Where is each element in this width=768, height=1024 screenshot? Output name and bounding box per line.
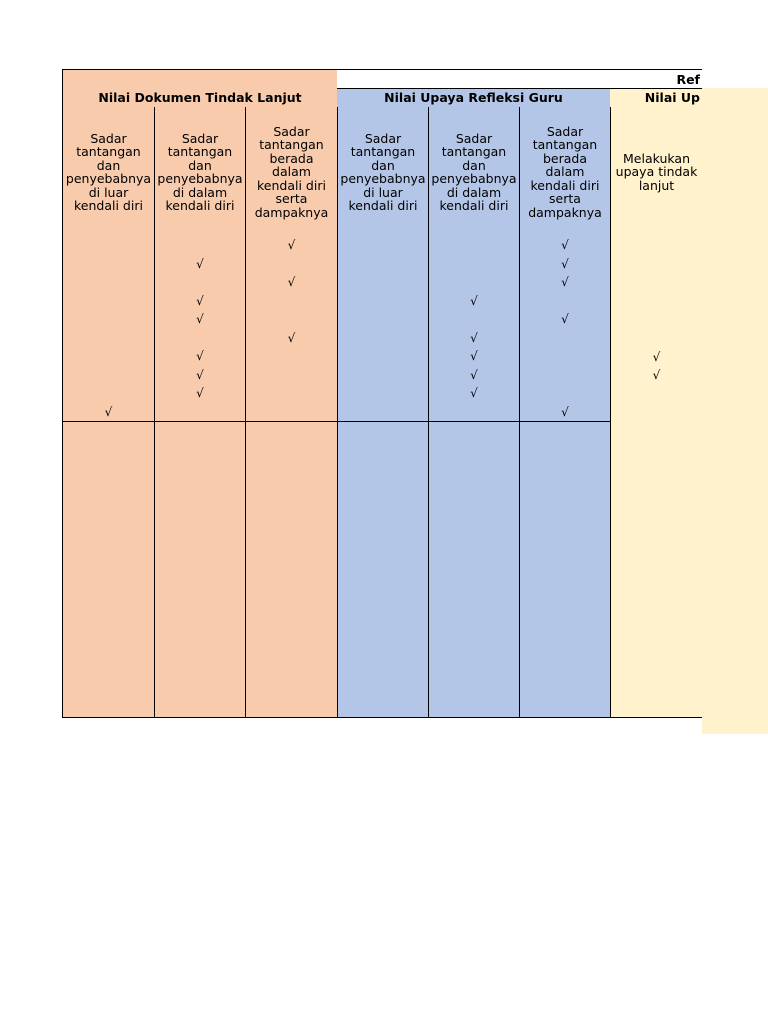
table-cell[interactable] (428, 624, 520, 643)
table-cell[interactable] (154, 348, 246, 367)
table-cell[interactable] (62, 551, 155, 570)
check-mark: √ (470, 349, 478, 364)
table-cell[interactable] (428, 348, 520, 367)
table-cell[interactable] (519, 680, 611, 699)
check-mark: √ (561, 275, 569, 290)
table-cell[interactable] (337, 385, 429, 404)
table-cell[interactable] (154, 514, 246, 533)
table-cell[interactable] (428, 311, 520, 330)
table-cell[interactable] (62, 274, 155, 293)
table-cell[interactable] (519, 274, 611, 293)
table-cell[interactable] (519, 311, 611, 330)
table-cell[interactable] (519, 624, 611, 643)
check-mark: √ (196, 293, 204, 308)
table-cell[interactable] (428, 329, 520, 348)
table-cell[interactable] (154, 569, 246, 588)
table-cell[interactable] (62, 514, 155, 533)
table-cell[interactable] (610, 514, 702, 533)
corner-cell[interactable] (62, 69, 338, 89)
check-mark: √ (470, 293, 478, 308)
check-mark: √ (196, 386, 204, 401)
column-header-label: Sadar tantangan berada dalam kendali diri serta dampaknya (528, 123, 602, 220)
check-mark: √ (287, 275, 296, 290)
table-cell[interactable] (337, 514, 429, 533)
table-cell[interactable] (519, 292, 611, 311)
column-header-2[interactable] (154, 107, 246, 238)
table-cell[interactable] (337, 680, 429, 699)
table-cell[interactable] (428, 643, 520, 662)
table-cell[interactable] (519, 477, 611, 496)
table-cell[interactable] (337, 624, 429, 643)
table-cell[interactable] (245, 274, 338, 293)
table-cell[interactable] (337, 422, 429, 441)
table-cell[interactable] (610, 606, 702, 625)
table-cell[interactable] (154, 477, 246, 496)
table-cell[interactable] (245, 495, 338, 514)
table-cell[interactable] (337, 274, 429, 293)
table-cell[interactable] (245, 606, 338, 625)
offscreen-column-fill (702, 88, 768, 734)
table-cell[interactable] (245, 366, 338, 385)
table-cell[interactable] (337, 458, 429, 477)
table-cell[interactable] (428, 458, 520, 477)
table-cell[interactable] (62, 292, 155, 311)
table-cell[interactable] (154, 606, 246, 625)
table-cell[interactable] (62, 348, 155, 367)
table-cell[interactable] (154, 422, 246, 441)
table-cell[interactable] (610, 698, 702, 717)
table-cell[interactable] (519, 255, 611, 274)
table-cell[interactable] (610, 495, 702, 514)
table-cell[interactable] (610, 569, 702, 588)
table-cell[interactable] (154, 329, 246, 348)
table-cell[interactable] (610, 366, 702, 385)
check-mark: √ (561, 404, 569, 419)
check-mark: √ (104, 404, 113, 419)
column-header-label: Melakukan upaya tindak lanjut (615, 150, 698, 193)
table-cell[interactable] (337, 698, 429, 717)
table-cell[interactable] (154, 274, 246, 293)
column-header-label: Sadar tantangan dan penyebabnya di dalam kendali diri (431, 130, 517, 213)
table-cell[interactable] (519, 237, 611, 256)
table-cell[interactable] (154, 237, 246, 256)
table-cell[interactable] (337, 237, 429, 256)
table-cell[interactable] (428, 680, 520, 699)
table-cell[interactable] (337, 606, 429, 625)
check-mark: √ (196, 312, 204, 327)
table-cell[interactable] (245, 661, 338, 680)
table-cell[interactable] (62, 661, 155, 680)
table-cell[interactable] (337, 569, 429, 588)
table-cell[interactable] (610, 477, 702, 496)
column-header-5[interactable] (428, 107, 520, 238)
table-cell[interactable] (337, 329, 429, 348)
table-cell[interactable] (428, 422, 520, 441)
table-cell[interactable] (62, 698, 155, 717)
table-cell[interactable] (610, 643, 702, 662)
column-header-6[interactable] (519, 107, 611, 238)
table-cell[interactable] (610, 255, 702, 274)
group-header-dokumen-text: Nilai Dokumen Tindak Lanjut (98, 89, 302, 105)
table-cell[interactable] (519, 385, 611, 404)
table-cell[interactable] (154, 643, 246, 662)
table-cell[interactable] (610, 532, 702, 551)
table-cell[interactable] (62, 588, 155, 607)
table-cell[interactable] (337, 255, 429, 274)
table-cell[interactable] (610, 292, 702, 311)
table-cell[interactable] (62, 458, 155, 477)
table-cell[interactable] (62, 495, 155, 514)
check-mark: √ (652, 349, 661, 364)
check-mark: √ (561, 312, 569, 327)
table-cell[interactable] (62, 366, 155, 385)
table-cell[interactable] (337, 495, 429, 514)
check-mark: √ (287, 238, 296, 253)
table-cell[interactable] (245, 385, 338, 404)
table-cell[interactable] (428, 698, 520, 717)
column-header-label: Sadar tantangan dan penyebabnya di dalam kendali diri (157, 130, 243, 213)
table-cell[interactable] (428, 532, 520, 551)
table-cell[interactable] (428, 440, 520, 459)
table-cell[interactable] (245, 569, 338, 588)
group-header-refleksi-guru[interactable] (337, 88, 611, 108)
column-header-4[interactable] (337, 107, 429, 238)
table-cell[interactable] (62, 624, 155, 643)
table-cell[interactable] (245, 698, 338, 717)
table-bottom-border (610, 717, 702, 718)
table-cell[interactable] (154, 255, 246, 274)
table-cell[interactable] (62, 329, 155, 348)
table-cell[interactable] (154, 624, 246, 643)
table-cell[interactable] (62, 569, 155, 588)
table-cell[interactable] (610, 348, 702, 367)
table-cell[interactable] (610, 403, 702, 422)
table-cell[interactable] (519, 588, 611, 607)
table-cell[interactable] (610, 661, 702, 680)
table-cell[interactable] (245, 403, 338, 422)
table-cell[interactable] (245, 329, 338, 348)
table-cell[interactable] (154, 532, 246, 551)
table-cell[interactable] (519, 348, 611, 367)
table-cell[interactable] (245, 680, 338, 699)
table-cell[interactable] (519, 661, 611, 680)
table-cell[interactable] (154, 551, 246, 570)
table-cell[interactable] (245, 643, 338, 662)
table-cell[interactable] (610, 311, 702, 330)
check-mark: √ (470, 367, 478, 382)
table-cell[interactable] (245, 292, 338, 311)
group-header-upaya[interactable] (610, 88, 702, 108)
table-cell[interactable] (62, 532, 155, 551)
table-cell[interactable] (519, 569, 611, 588)
table-cell[interactable] (610, 440, 702, 459)
check-mark: √ (561, 238, 569, 253)
table-cell[interactable] (337, 551, 429, 570)
table-cell[interactable] (337, 477, 429, 496)
table-cell[interactable] (519, 422, 611, 441)
check-mark: √ (196, 349, 204, 364)
table-cell[interactable] (154, 680, 246, 699)
table-cell[interactable] (337, 588, 429, 607)
table-cell[interactable] (428, 477, 520, 496)
check-mark: √ (287, 330, 296, 345)
table-cell[interactable] (154, 440, 246, 459)
column-header-label: Sadar tantangan dan penyebabnya di luar kendali diri (65, 130, 152, 213)
table-cell[interactable] (428, 292, 520, 311)
table-cell[interactable] (519, 366, 611, 385)
table-cell[interactable] (245, 255, 338, 274)
table-cell[interactable] (245, 458, 338, 477)
check-mark: √ (196, 367, 204, 382)
table-cell[interactable] (245, 551, 338, 570)
table-cell[interactable] (519, 514, 611, 533)
table-cell[interactable] (428, 255, 520, 274)
table-cell[interactable] (337, 643, 429, 662)
group-header-upaya-text: Nilai Up (644, 90, 700, 106)
table-cell[interactable] (245, 440, 338, 459)
table-cell[interactable] (154, 588, 246, 607)
table-cell[interactable] (610, 237, 702, 256)
table-cell[interactable] (610, 624, 702, 643)
table-cell[interactable] (337, 348, 429, 367)
table-cell[interactable] (519, 495, 611, 514)
table-cell[interactable] (154, 292, 246, 311)
table-cell[interactable] (428, 237, 520, 256)
table-cell[interactable] (610, 329, 702, 348)
table-cell[interactable] (428, 588, 520, 607)
table-cell[interactable] (62, 477, 155, 496)
table-cell[interactable] (62, 385, 155, 404)
table-cell[interactable] (428, 385, 520, 404)
table-cell[interactable] (154, 661, 246, 680)
table-cell[interactable] (519, 532, 611, 551)
column-header-3[interactable] (245, 107, 338, 238)
table-cell[interactable] (62, 403, 155, 422)
table-cell[interactable] (62, 643, 155, 662)
table-cell[interactable] (337, 440, 429, 459)
table-cell[interactable] (428, 274, 520, 293)
table-cell[interactable] (337, 366, 429, 385)
column-header-label: Sadar tantangan berada dalam kendali diri serta dampaknya (254, 123, 329, 220)
table-cell[interactable] (154, 458, 246, 477)
table-cell[interactable] (610, 458, 702, 477)
table-cell[interactable] (62, 311, 155, 330)
table-cell[interactable] (337, 661, 429, 680)
table-cell[interactable] (519, 643, 611, 662)
table-cell[interactable] (519, 698, 611, 717)
table-cell[interactable] (337, 532, 429, 551)
table-cell[interactable] (428, 366, 520, 385)
table-cell[interactable] (428, 514, 520, 533)
check-mark: √ (196, 256, 204, 271)
group-header-refleksi-guru-text: Nilai Upaya Refleksi Guru (384, 90, 563, 106)
table-cell[interactable] (428, 495, 520, 514)
table-cell[interactable] (610, 422, 702, 441)
table-cell[interactable] (610, 551, 702, 570)
table-cell[interactable] (428, 403, 520, 422)
table-cell[interactable] (245, 348, 338, 367)
table-cell[interactable] (245, 422, 338, 441)
table-cell[interactable] (154, 403, 246, 422)
table-cell[interactable] (154, 495, 246, 514)
table-cell[interactable] (428, 661, 520, 680)
table-cell[interactable] (154, 311, 246, 330)
check-mark: √ (470, 386, 478, 401)
table-cell[interactable] (245, 311, 338, 330)
table-cell[interactable] (154, 366, 246, 385)
group-header-dokumen[interactable] (62, 88, 338, 108)
table-cell[interactable] (62, 422, 155, 441)
table-cell[interactable] (245, 588, 338, 607)
column-header-label: Sadar tantangan dan penyebabnya di luar kendali diri (340, 130, 426, 213)
check-mark: √ (652, 368, 661, 383)
table-cell[interactable] (428, 606, 520, 625)
table-cell[interactable] (245, 532, 338, 551)
table-cell[interactable] (154, 385, 246, 404)
table-cell[interactable] (337, 292, 429, 311)
table-cell[interactable] (245, 237, 338, 256)
table-cell[interactable] (245, 514, 338, 533)
table-cell[interactable] (610, 385, 702, 404)
table-cell[interactable] (519, 403, 611, 422)
table-cell[interactable] (519, 458, 611, 477)
check-mark: √ (561, 256, 569, 271)
sheet-title-text: Ref (676, 71, 700, 87)
table-cell[interactable] (62, 237, 155, 256)
table-cell[interactable] (62, 606, 155, 625)
table-cell[interactable] (337, 403, 429, 422)
table-cell[interactable] (62, 680, 155, 699)
column-header-7[interactable] (610, 107, 702, 238)
table-cell[interactable] (245, 624, 338, 643)
table-cell[interactable] (519, 606, 611, 625)
column-header-1[interactable] (62, 107, 155, 238)
check-mark: √ (470, 330, 478, 345)
table-cell[interactable] (245, 477, 338, 496)
table-cell[interactable] (610, 274, 702, 293)
table-cell[interactable] (62, 440, 155, 459)
table-cell[interactable] (610, 680, 702, 699)
table-cell[interactable] (337, 311, 429, 330)
table-cell[interactable] (428, 569, 520, 588)
table-cell[interactable] (519, 551, 611, 570)
table-cell[interactable] (519, 440, 611, 459)
table-cell[interactable] (610, 588, 702, 607)
table-cell[interactable] (62, 255, 155, 274)
table-cell[interactable] (154, 698, 246, 717)
table-cell[interactable] (428, 551, 520, 570)
table-cell[interactable] (519, 329, 611, 348)
sheet-title-cell[interactable] (337, 69, 702, 89)
